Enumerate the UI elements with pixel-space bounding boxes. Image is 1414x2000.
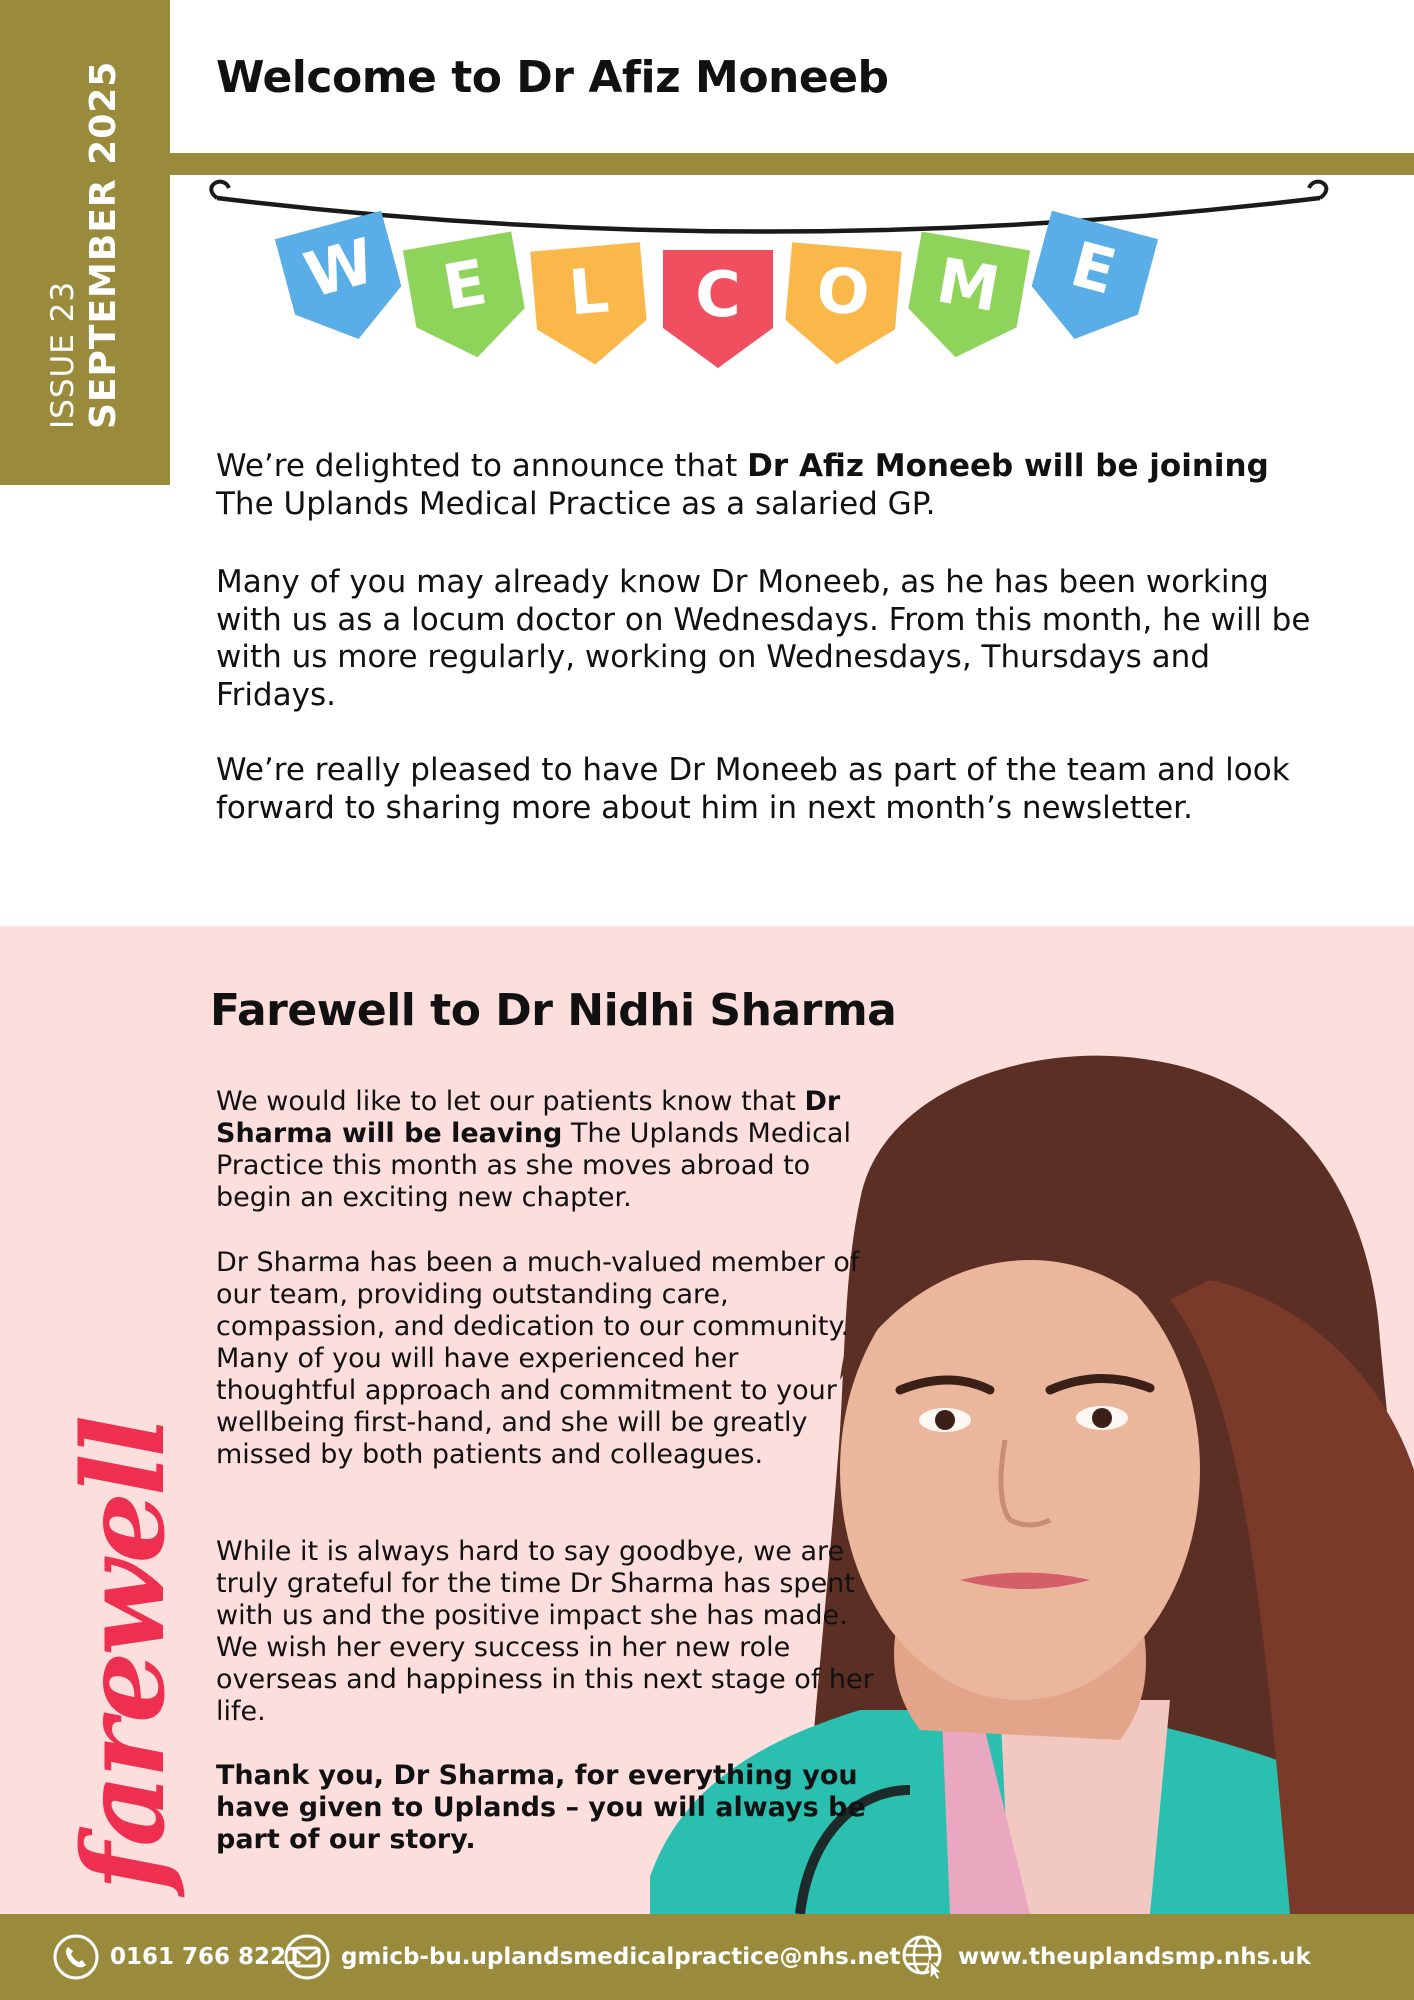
banner-flag bbox=[403, 231, 532, 366]
banner-flag bbox=[275, 211, 412, 353]
welcome-paragraph-1 bbox=[216, 448, 1326, 523]
issue-label bbox=[0, 0, 170, 485]
phone-icon bbox=[52, 1933, 100, 1981]
banner-letter: E bbox=[437, 245, 492, 325]
issue-number: ISSUE 23 bbox=[45, 280, 81, 429]
welcome-p1-lead: We’re delighted to announce that bbox=[216, 448, 748, 484]
banner-letter: O bbox=[813, 252, 873, 330]
welcome-p1-tail: The Uplands Medical Practice as a salaried GP. bbox=[216, 485, 936, 522]
farewell-p1-tail: The Uplands Medical Practice this month as she moves abroad to begin an exciting new chapter. bbox=[216, 1118, 851, 1213]
farewell-paragraph-3: While it is always hard to say goodbye, we are truly grateful for the time Dr Sharma has spent with us and the positive impact she has made. We wish her every success in her new role overseas and happiness in this next stage of her life. bbox=[216, 1536, 874, 1727]
website-url: www.theuplandsmp.nhs.uk bbox=[958, 1944, 1311, 1970]
banner-flag bbox=[1021, 211, 1158, 353]
footer-website[interactable] bbox=[900, 1914, 1311, 2000]
banner-letter: W bbox=[297, 223, 382, 313]
banner-flag bbox=[530, 242, 650, 369]
welcome-p1-bold: Dr Afiz Moneeb will be joining bbox=[747, 448, 1269, 484]
banner-letter: L bbox=[566, 253, 612, 330]
farewell-paragraph-2: Dr Sharma has been a much-valued member of our team, providing outstanding care, compassion, and dedication to our community. Many of you will have experienced her thoughtful approach and commitment to your wellbeing first-hand, and she will be greatly missed by both patients and colleagues. bbox=[216, 1247, 860, 1470]
globe-cursor-icon bbox=[900, 1933, 948, 1981]
banner-flag bbox=[782, 242, 902, 369]
farewell-p1-lead: We would like to let our patients know that bbox=[216, 1086, 805, 1117]
welcome-paragraph-2: Many of you may already know Dr Moneeb, as he has been working with us as a locum doctor on Wednesdays. From this month, he will be with us more regularly, working on Wednesdays, Thursdays and Fridays. bbox=[216, 564, 1311, 713]
farewell-paragraph-4: Thank you, Dr Sharma, for everything you have given to Uplands – you will always be part of our story. bbox=[216, 1760, 866, 1855]
farewell-title: Farewell to Dr Nidhi Sharma bbox=[210, 985, 897, 1036]
welcome-title: Welcome to Dr Afiz Moneeb bbox=[216, 52, 889, 103]
contact-footer bbox=[0, 1914, 1414, 2000]
email-icon bbox=[283, 1933, 331, 1981]
welcome-bunting bbox=[205, 170, 1335, 395]
footer-phone[interactable] bbox=[52, 1914, 302, 2000]
phone-number: 0161 766 8221 bbox=[110, 1944, 303, 1970]
farewell-p1-bold: Dr Sharma will be leaving bbox=[216, 1086, 841, 1149]
banner-flag bbox=[901, 231, 1030, 366]
welcome-paragraph-3: We’re really pleased to have Dr Moneeb as part of the team and look forward to sharing more about him in next month’s newsletter. bbox=[216, 752, 1290, 826]
issue-date: SEPTEMBER 2025 bbox=[83, 60, 124, 429]
footer-email[interactable] bbox=[283, 1914, 900, 2000]
email-address: gmicb-bu.uplandsmedicalpractice@nhs.net bbox=[341, 1944, 901, 1970]
issue-band bbox=[0, 0, 170, 485]
banner-flag bbox=[663, 250, 773, 368]
banner-letter: M bbox=[931, 243, 1005, 327]
farewell-paragraph-1 bbox=[216, 1086, 876, 1214]
farewell-script-lettering: farewell bbox=[59, 1419, 190, 1891]
banner-letter: C bbox=[695, 258, 741, 331]
banner-letter: E bbox=[1063, 227, 1124, 309]
